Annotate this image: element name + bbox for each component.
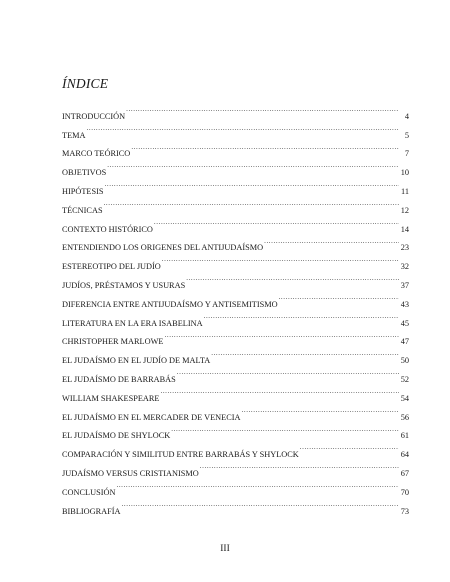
toc-entry-page: 7	[404, 149, 409, 159]
toc-dot-leader	[116, 476, 398, 495]
toc-entry-page: 61	[400, 431, 409, 441]
toc-dot-leader	[165, 326, 399, 345]
toc-entry	[62, 175, 409, 194]
toc-entry-page: 5	[404, 130, 409, 140]
toc-dot-leader	[87, 119, 399, 138]
toc-entry-page: 67	[400, 468, 409, 478]
toc-entry-page: 56	[400, 412, 409, 422]
toc-dot-leader	[122, 495, 399, 514]
toc-entry-title: INTRODUCCIÓN	[62, 111, 126, 121]
toc-dot-leader	[160, 382, 398, 401]
toc-entry	[62, 194, 409, 213]
toc-entry-title: EL JUDAÍSMO DE BARRABÁS	[62, 374, 176, 384]
toc-entry-page: 47	[400, 337, 409, 347]
toc-entry	[62, 156, 409, 178]
toc-entry-title: COMPARACIÓN Y SIMILITUD ENTRE BARRABÁS Y SHYLOCK	[62, 450, 299, 460]
toc-entry-page: 32	[400, 262, 409, 272]
toc-entry-title: ESTEREOTIPO DEL JUDÍO	[62, 262, 161, 272]
toc-dot-leader	[200, 457, 399, 476]
toc-entry-title: LITERATURA EN LA ERA ISABELINA	[62, 318, 203, 328]
toc-entry-title: EL JUDAÍSMO EN EL MERCADER DE VENECIA	[62, 412, 241, 422]
toc-dot-leader	[242, 401, 399, 420]
toc-dot-leader	[105, 175, 400, 194]
toc-dot-leader	[204, 307, 399, 326]
toc-entry-title: JUDAÍSMO VERSUS CRISTIANISMO	[62, 468, 199, 478]
toc-entry-title: MARCO TEÓRICO	[62, 149, 131, 159]
toc-dot-leader	[171, 420, 398, 439]
toc-entry-title: DIFERENCIA ENTRE ANTIJUDAÍSMO Y ANTISEMITISMO	[62, 299, 278, 309]
toc-dot-leader	[107, 156, 398, 175]
toc-entry-title: CONCLUSIÓN	[62, 487, 116, 497]
table-of-contents	[62, 100, 409, 514]
toc-entry-page: 64	[400, 450, 409, 460]
toc-entry-title: ENTENDIENDO LOS ORIGENES DEL ANTIJUDAÍSMO	[62, 243, 264, 253]
toc-entry-page: 14	[400, 224, 409, 234]
toc-entry-page: 43	[400, 299, 409, 309]
toc-entry-page: 70	[400, 487, 409, 497]
toc-entry-page: 37	[400, 280, 409, 290]
toc-entry-title: CONTEXTO HISTÓRICO	[62, 224, 153, 234]
toc-entry-title: HIPÓTESIS	[62, 186, 104, 196]
toc-dot-leader	[279, 288, 399, 307]
toc-entry-page: 4	[404, 111, 409, 121]
toc-dot-leader	[264, 232, 399, 251]
toc-entry-title: TEMA	[62, 130, 86, 140]
toc-entry-title: WILLIAM SHAKESPEARE	[62, 393, 160, 403]
toc-entry-title: JUDÍOS, PRÉSTAMOS Y USURAS	[62, 280, 186, 290]
toc-entry-page: 23	[400, 243, 409, 253]
toc-dot-leader	[186, 269, 399, 288]
toc-dot-leader	[126, 100, 399, 119]
toc-entry	[62, 138, 409, 157]
toc-entry-page: 73	[400, 506, 409, 516]
toc-dot-leader	[211, 344, 398, 363]
toc-dot-leader	[177, 363, 399, 382]
toc-entry	[62, 119, 409, 138]
page-number: III	[220, 544, 230, 554]
toc-dot-leader	[154, 213, 399, 232]
toc-entry	[62, 100, 409, 119]
toc-entry-title: TÉCNICAS	[62, 205, 103, 215]
toc-entry-page: 50	[400, 356, 409, 366]
toc-entry-title: BIBLIOGRAFÍA	[62, 506, 121, 516]
toc-entry-title: EL JUDAÍSMO DE SHYLOCK	[62, 431, 171, 441]
toc-entry	[62, 213, 409, 232]
index-heading: ÍNDICE	[62, 76, 109, 91]
toc-entry-page: 12	[400, 205, 409, 215]
toc-entry-title: EL JUDAÍSMO EN EL JUDÍO DE MALTA	[62, 356, 211, 366]
toc-entry-page: 54	[400, 393, 409, 403]
toc-dot-leader	[300, 438, 399, 457]
toc-entry-page: 10	[400, 168, 409, 178]
toc-entry-page: 11	[401, 186, 409, 196]
toc-entry-title: CHRISTOPHER MARLOWE	[62, 337, 164, 347]
toc-entry-title: OBJETIVOS	[62, 168, 107, 178]
toc-entry-page: 45	[400, 318, 409, 328]
toc-dot-leader	[104, 194, 399, 213]
toc-entry-page: 52	[400, 374, 409, 384]
toc-dot-leader	[162, 250, 399, 269]
toc-dot-leader	[131, 138, 399, 157]
